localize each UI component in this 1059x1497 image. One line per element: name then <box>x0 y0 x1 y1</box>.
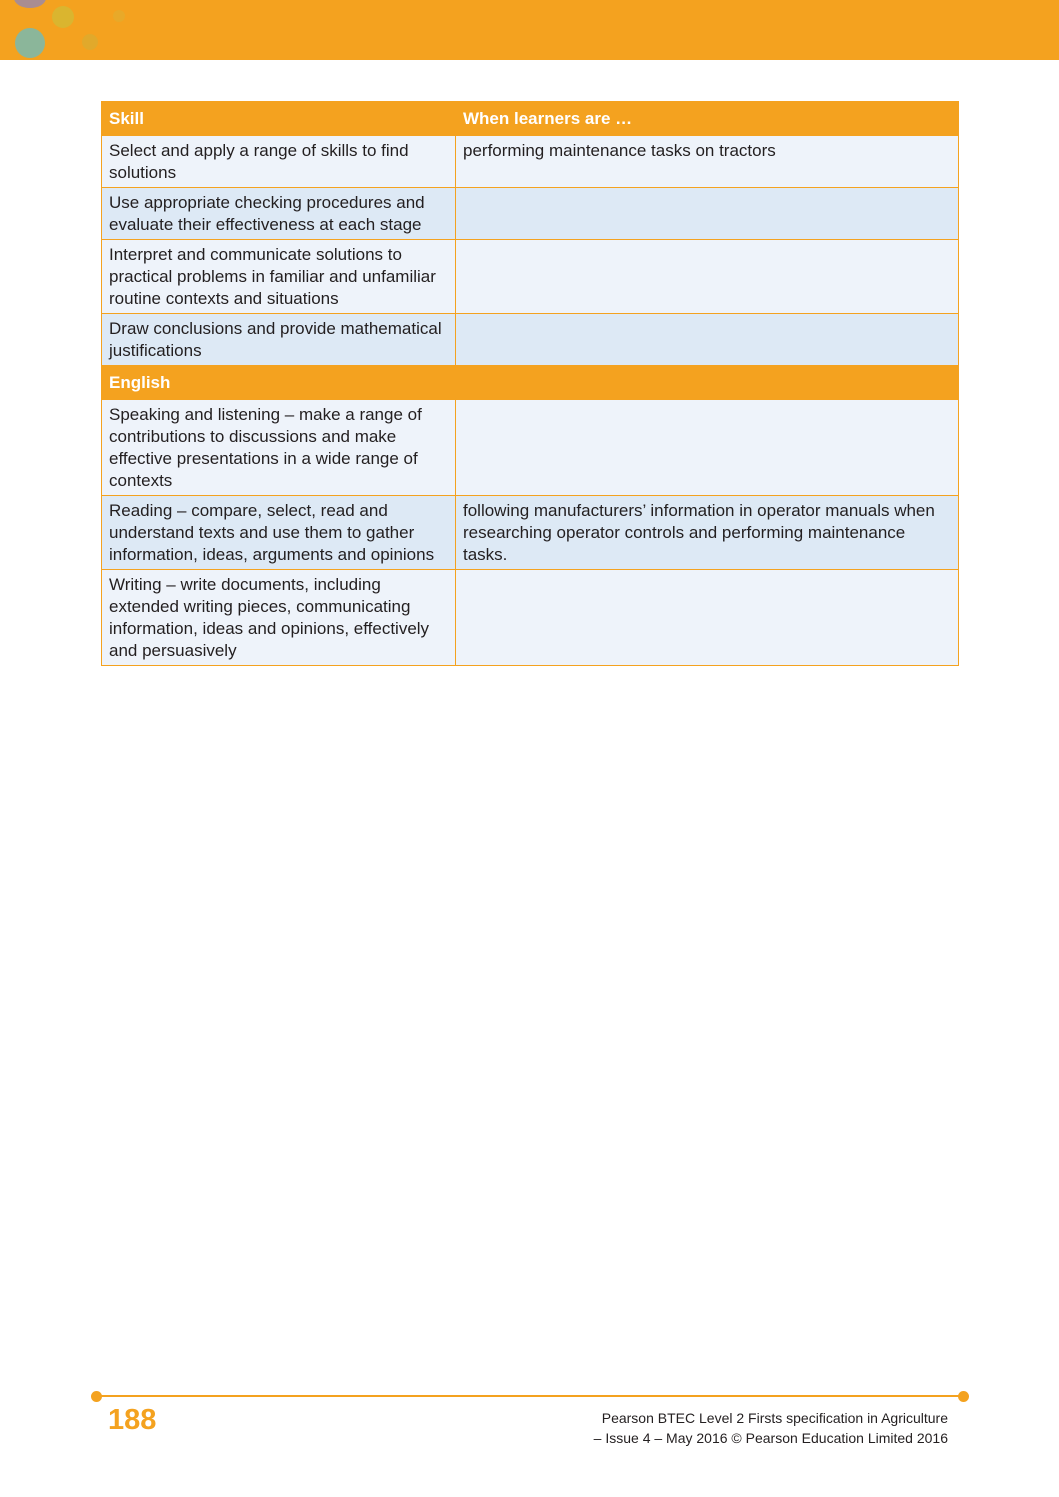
skill-cell: Speaking and listening – make a range of contributions to discussions and make effective presentations in a wide range of contexts <box>102 400 456 496</box>
table-row <box>102 400 959 496</box>
page-number: 188 <box>108 1404 157 1436</box>
when-cell <box>456 400 959 496</box>
when-cell <box>456 570 959 666</box>
header-band <box>0 0 1059 60</box>
table-row <box>102 314 959 366</box>
section-header-row <box>102 366 959 400</box>
footer-text <box>594 1408 948 1448</box>
table-header-row <box>102 102 959 136</box>
skill-cell: Interpret and communicate solutions to practical problems in familiar and unfamiliar routine contexts and situations <box>102 240 456 314</box>
table-row <box>102 136 959 188</box>
section-header-empty <box>456 366 959 400</box>
when-cell <box>456 240 959 314</box>
when-cell <box>456 188 959 240</box>
column-header-skill: Skill <box>102 102 456 136</box>
skills-table <box>101 101 959 666</box>
section-header-english: English <box>102 366 456 400</box>
skill-cell: Select and apply a range of skills to find solutions <box>102 136 456 188</box>
decorative-circle-icon <box>82 34 98 50</box>
decorative-circle-icon <box>113 10 125 22</box>
skill-cell: Use appropriate checking procedures and evaluate their effectiveness at each stage <box>102 188 456 240</box>
table-row <box>102 188 959 240</box>
table-row <box>102 570 959 666</box>
skill-cell: Draw conclusions and provide mathematical justifications <box>102 314 456 366</box>
footer-line-2: – Issue 4 – May 2016 © Pearson Education Limited 2016 <box>593 1430 948 1446</box>
skill-cell: Writing – write documents, including extended writing pieces, communicating information, ideas and opinions, effectively and persuasively <box>102 570 456 666</box>
table-row <box>102 240 959 314</box>
when-cell <box>456 314 959 366</box>
decorative-circle-icon <box>52 6 74 28</box>
when-cell: following manufacturers’ information in operator manuals when researching operator controls and performing maintenance tasks. <box>456 496 959 570</box>
table-row <box>102 496 959 570</box>
column-header-when: When learners are … <box>456 102 959 136</box>
when-cell: performing maintenance tasks on tractors <box>456 136 959 188</box>
skill-cell: Reading – compare, select, read and understand texts and use them to gather information, ideas, arguments and opinions <box>102 496 456 570</box>
footer-line-1: Pearson BTEC Level 2 Firsts specification in Agriculture <box>601 1410 948 1426</box>
decorative-circle-icon <box>15 28 45 58</box>
footer-rule <box>96 1395 964 1397</box>
footer-dot-right-icon <box>958 1391 969 1402</box>
